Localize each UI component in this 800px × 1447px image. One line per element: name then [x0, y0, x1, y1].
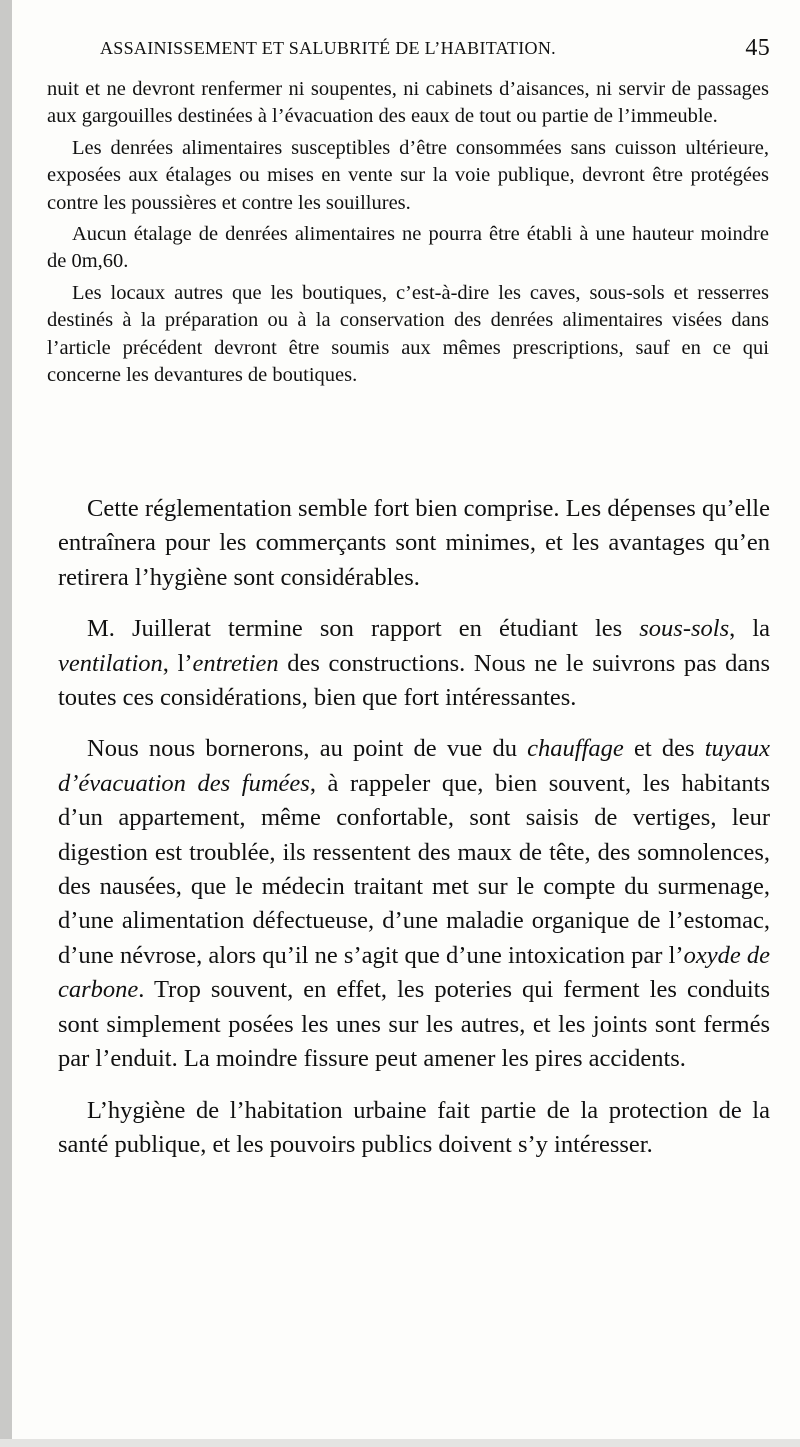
body-paragraph: L’hygiène de l’habitation urbaine fait partie de la protection de la santé publique, et les pouvoirs publics doivent s’y intéresser.: [58, 1096, 770, 1158]
regulation-paragraph: Les denrées alimentaires susceptibles d’être consommées sans cuisson ultérieure, exposées aux étalages ou mises en vente sur la voie publique, devront être protégées contre les poussières et contre les souillures.: [47, 136, 769, 214]
regulation-paragraph: nuit et ne devront renfermer ni soupentes, ni cabinets d’aisances, ni servir de passages aux gargouilles destinées à l’évacuation des eaux de tout ou partie de l’immeuble.: [47, 78, 769, 128]
body-paragraph: Nous nous bornerons, au point de vue du chauffage et des tuyaux d’évacuation des fumées, à rappeler que, bien souvent, les habitants d’un appartement, même confortable, sont saisis de vertiges, leur digestion est troublée, ils ressentent des maux de tête, des somnolences, des nausées, que le médecin traitant met sur le compte du surmenage, d’une alimentation défectueuse, d’une maladie organique de l’estomac, d’une névrose, alors qu’il ne s’agit que d’une intoxication par l’oxyde de carbone. Trop souvent, en effet, les poteries qui ferment les conduits sont simplement posées les unes sur les autres, et les joints sont fermés par l’enduit. La moindre fissure peut amener les pires accidents.: [58, 735, 771, 1073]
running-header: [100, 35, 770, 61]
regulation-paragraph: Aucun étalage de denrées alimentaires ne pourra être établi à une hauteur moindre de 0m,60.: [47, 223, 769, 273]
quoted-regulation-block: [47, 76, 769, 389]
page-edge-shadow: [0, 0, 12, 1447]
running-title: ASSAINISSEMENT ET SALUBRITÉ DE L’HABITATION.: [100, 38, 556, 58]
body-paragraph: Cette réglementation semble fort bien comprise. Les dépenses qu’elle entraînera pour les commerçants sont minimes, et les avantages qu’en retirera l’hygiène sont considérables.: [58, 495, 770, 591]
page-bottom-edge: [0, 1439, 800, 1447]
regulation-paragraph: Les locaux autres que les boutiques, c’est-à-dire les caves, sous-sols et resserres destinés à la préparation ou à la conservation des denrées alimentaires visées dans l’article précédent devront être soumis aux mêmes prescriptions, sauf en ce qui concerne les devantures de boutiques.: [47, 281, 769, 387]
body-paragraph: M. Juillerat termine son rapport en étudiant les sous-sols, la ventilation, l’entretien des constructions. Nous ne le suivrons pas dans toutes ces considérations, bien que fort intéressantes.: [58, 615, 771, 712]
page-number: 45: [745, 35, 770, 61]
main-text-block: [58, 492, 770, 1162]
